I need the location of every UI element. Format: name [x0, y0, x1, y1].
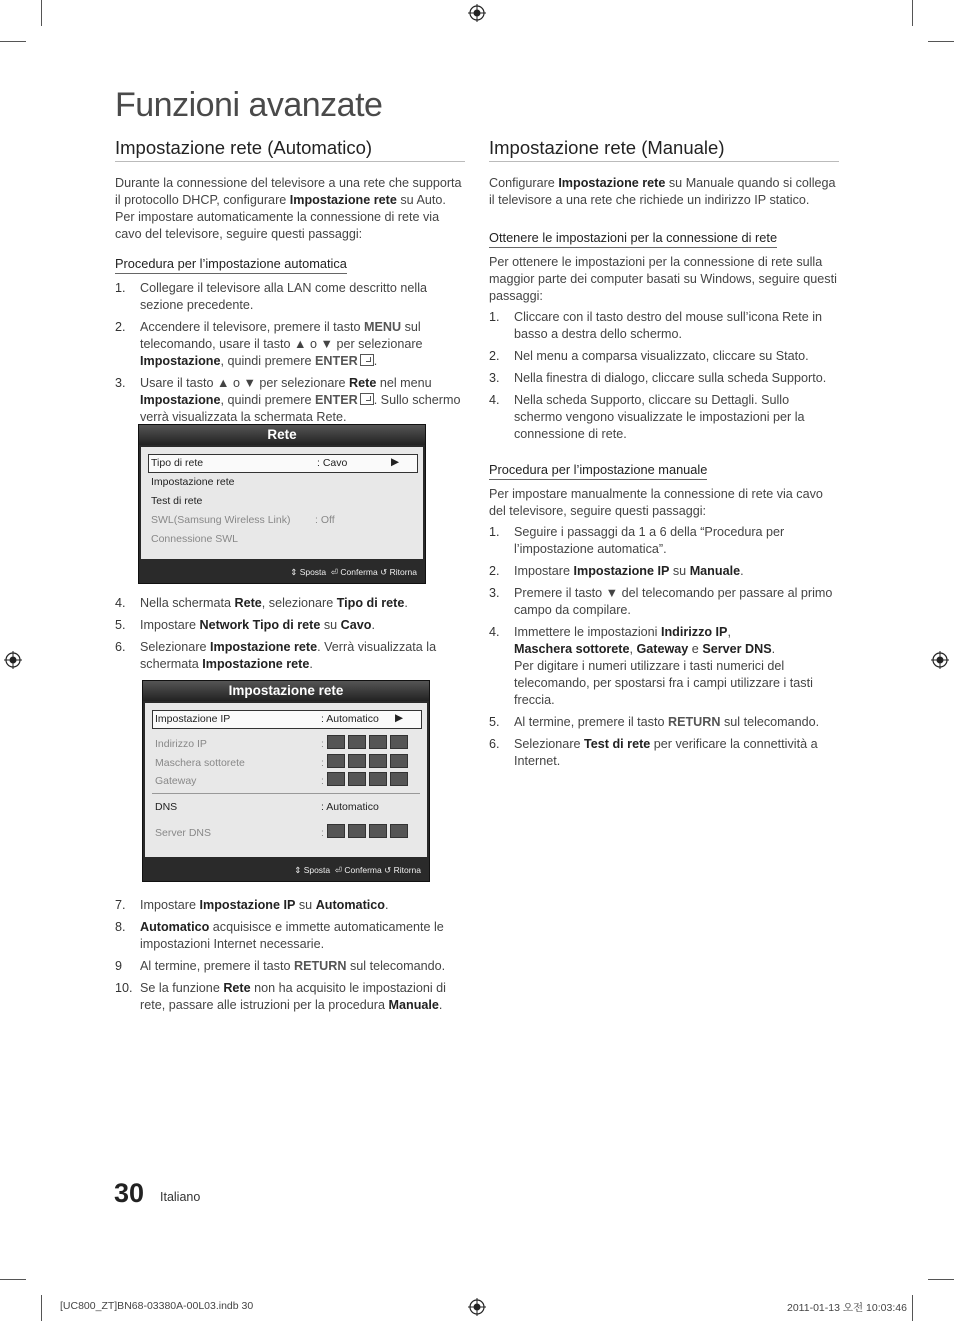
print-footer-left: [UC800_ZT]BN68-03380A-00L03.indb 30 — [60, 1300, 254, 1312]
intro-paragraph: Configurare Impostazione rete su Manuale quando si collega il televisore a una rete che richiede un indirizzo IP statico. — [489, 176, 836, 207]
page-language: Italiano — [160, 1190, 201, 1204]
page-title: Funzioni avanzate — [115, 86, 383, 124]
menu-item: SWL(Samsung Wireless Link) — [151, 514, 291, 526]
menu-item[interactable]: Tipo di rete — [151, 457, 204, 469]
menu-item[interactable]: Impostazione rete — [151, 476, 235, 488]
enter-icon: ⏎ — [334, 865, 343, 875]
step-item: 3. Nella finestra di dialogo, cliccare sulla scheda Supporto. — [489, 371, 827, 385]
tv-screen-impostazione-rete: Impostazione rete Impostazione IP : Automatico ▶ Indirizzo IP : Maschera sottorete : Gateway : DNS : Automatico Server DNS : ⇕ Sposta ⏎ Conferma ↺ Ritorna — [142, 680, 430, 882]
subnet-field-boxes[interactable] — [327, 754, 411, 773]
section-title: Impostazione rete (Manuale) — [489, 139, 839, 162]
enter-icon — [360, 393, 374, 405]
step-item: 5. Impostare Network Tipo di rete su Cavo. — [115, 618, 375, 632]
step-item: 10. Se la funzione Rete non ha acquisito le impostazioni di rete, passare alle istruzioni per la procedura Manuale. — [115, 981, 446, 1012]
screen-title: Rete — [139, 425, 425, 445]
step-item: 7. Impostare Impostazione IP su Automatico. — [115, 898, 389, 912]
subheading: Ottenere le impostazioni per la connessione di rete — [489, 229, 777, 248]
field-label: Server DNS — [155, 827, 212, 839]
left-column-final — [115, 897, 465, 1019]
paragraph: Per ottenere le impostazioni per la connessione di rete sulla maggior parte dei computer basati su Windows, seguire questi passaggi: — [489, 255, 837, 303]
move-icon: ⇕ — [290, 567, 298, 577]
dns-field-boxes[interactable] — [327, 824, 411, 843]
field-label: Maschera sottorete — [155, 757, 245, 769]
return-icon: ↺ — [380, 567, 388, 577]
arrow-right-icon: ▶ — [391, 456, 400, 468]
step-item: 4. Nella schermata Rete, selezionare Tipo di rete. — [115, 596, 408, 610]
registration-mark-icon — [931, 651, 949, 669]
enter-icon: ⏎ — [330, 567, 339, 577]
left-column-continued — [115, 595, 465, 678]
page-number: 30 — [114, 1178, 145, 1208]
screen-title: Impostazione rete — [143, 681, 429, 701]
print-footer-right: 2011-01-13 오전 10:03:46 — [787, 1302, 907, 1314]
ip-field-boxes[interactable] — [327, 735, 411, 754]
step-item: 6. Selezionare Test di rete per verificare la connettività a Internet. — [489, 737, 818, 768]
step-item: 2. Impostare Impostazione IP su Manuale. — [489, 564, 744, 578]
step-item: 3. Premere il tasto ▼ del telecomando per passare al primo campo da compilare. — [489, 586, 833, 617]
subheading: Procedura per l’impostazione manuale — [489, 461, 707, 480]
screen-footer: ⇕ Sposta ⏎ Conferma ↺ Ritorna — [294, 865, 421, 875]
menu-item[interactable]: DNS — [155, 801, 178, 813]
menu-item[interactable]: Impostazione IP — [155, 713, 231, 725]
step-item: 6. Selezionare Impostazione rete. Verrà visualizzata la schermata Impostazione rete. — [115, 640, 437, 671]
registration-mark-icon — [468, 4, 486, 22]
step-item: 4. Immettere le impostazioni Indirizzo IP, Maschera sottorete, Gateway e Server DNS. Per digitare i numeri utilizzare i tasti numerici del telecomando, per spostarsi fra i campi utilizzare i tasti freccia. — [489, 625, 813, 707]
arrow-right-icon: ▶ — [395, 712, 404, 724]
gateway-field-boxes[interactable] — [327, 772, 411, 791]
return-icon: ↺ — [384, 865, 392, 875]
field-label: Gateway — [155, 775, 197, 787]
registration-mark-icon — [4, 651, 22, 669]
menu-item: Connessione SWL — [151, 533, 238, 545]
step-item: 1. Cliccare con il tasto destro del mouse sull’icona Rete in basso a destra dello schermo. — [489, 310, 822, 341]
step-item: 9 Al termine, premere il tasto RETURN sul telecomando. — [115, 959, 446, 973]
step-item: 8. Automatico acquisisce e immette automaticamente le impostazioni Internet necessarie. — [115, 920, 444, 951]
step-item: 1. Seguire i passaggi da 1 a 6 della “Procedura per l’impostazione automatica”. — [489, 525, 785, 556]
menu-item[interactable]: Test di rete — [151, 495, 203, 507]
right-column — [489, 139, 839, 775]
step-item: 1. Collegare il televisore alla LAN come descritto nella sezione precedente. — [115, 281, 427, 312]
paragraph: Per impostare manualmente la connessione di rete via cavo del televisore, seguire questi passaggi: — [489, 487, 823, 518]
field-label: Indirizzo IP — [155, 738, 207, 750]
move-icon: ⇕ — [294, 865, 302, 875]
registration-mark-icon — [468, 1298, 486, 1316]
section-title: Impostazione rete (Automatico) — [115, 139, 465, 162]
left-column — [115, 139, 465, 431]
step-item: 5. Al termine, premere il tasto RETURN sul telecomando. — [489, 715, 820, 729]
step-item: 2. Accendere il televisore, premere il tasto MENU sul telecomando, usare il tasto ▲ o ▼ per selezionare Impostazione, quindi premere ENTER . — [115, 320, 423, 368]
intro-paragraph: Durante la connessione del televisore a una rete che supporta il protocollo DHCP, configurare Impostazione rete su Auto. Per impostare automaticamente la connessione di rete via cavo del televisore, seguire questi passaggi: — [115, 176, 462, 241]
step-item: 2. Nel menu a comparsa visualizzato, cliccare su Stato. — [489, 349, 809, 363]
subheading: Procedura per l’impostazione automatica — [115, 255, 347, 274]
steps-list — [115, 280, 465, 426]
step-item: 4. Nella scheda Supporto, cliccare su Dettagli. Sullo schermo vengono visualizzate le impostazioni per la connessione di rete. — [489, 393, 805, 441]
tv-screen-rete: Rete Tipo di rete : Cavo ▶ Impostazione rete Test di rete SWL(Samsung Wireless Link) : Off Connessione SWL ⇕ Sposta ⏎ Conferma ↺ Ritorna — [138, 424, 426, 584]
screen-footer: ⇕ Sposta ⏎ Conferma ↺ Ritorna — [290, 567, 417, 577]
enter-icon — [360, 354, 374, 366]
step-item: 3. Usare il tasto ▲ o ▼ per selezionare Rete nel menu Impostazione, quindi premere ENTER . Sullo schermo verrà visualizzata la schermata Rete. — [115, 376, 461, 424]
